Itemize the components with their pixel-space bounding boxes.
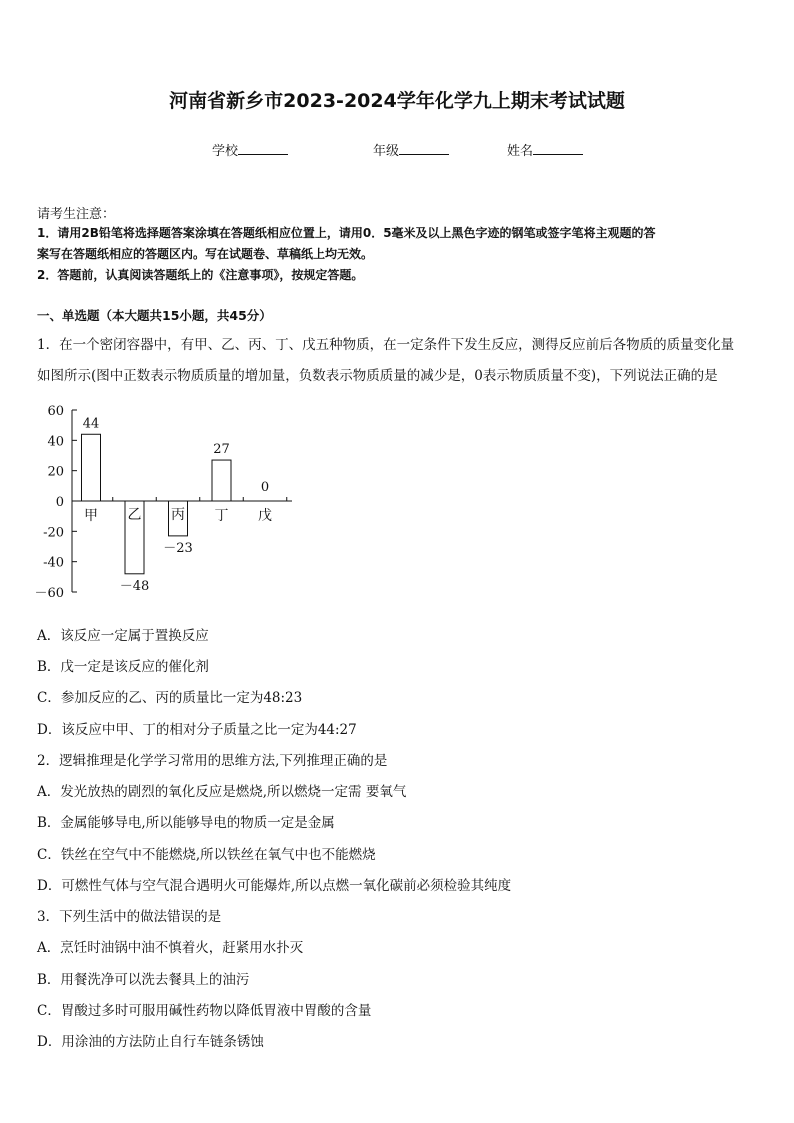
section-heading: 一、单选题（本大题共15小题，共45分）: [37, 308, 272, 323]
y-tick-label: -40: [43, 555, 64, 571]
q1-option-d[interactable]: D．该反应中甲、丁的相对分子质量之比一定为44:27: [37, 722, 357, 738]
q2-option-d[interactable]: D．可燃性气体与空气混合遇明火可能爆炸,所以点燃一氧化碳前必须检验其纯度: [37, 878, 512, 894]
value-label: 0: [260, 480, 270, 495]
q3-stem: 3．下列生活中的做法错误的是: [37, 909, 222, 925]
q1-option-a[interactable]: A．该反应一定属于置换反应: [37, 628, 209, 644]
q3-option-c[interactable]: C．胃酸过多时可服用碱性药物以降低胃液中胃酸的含量: [37, 1003, 372, 1019]
value-label: 27: [213, 442, 230, 458]
y-tick-label: -20: [43, 525, 64, 541]
q2-stem: 2．逻辑推理是化学学习常用的思维方法,下列推理正确的是: [37, 753, 388, 769]
q1-option-c[interactable]: C．参加反应的乙、丙的质量比一定为48:23: [37, 690, 303, 706]
y-tick-label: 40: [47, 434, 64, 450]
q2-option-a[interactable]: A．发光放热的剧烈的氧化反应是燃烧,所以燃烧一定需 要氧气: [37, 784, 407, 800]
q1-stem-a: 1．在一个密闭容器中，有甲、乙、丙、丁、戊五种物质，在一定条件下发生反应，测得反应前后各物质的质量变化量: [37, 337, 735, 353]
value-label: －23: [163, 540, 193, 556]
school-label: 学校: [212, 144, 239, 159]
category-label: 丁: [214, 508, 229, 524]
category-label: 乙: [127, 507, 142, 523]
category-label: 丙: [171, 507, 185, 523]
q2-option-c[interactable]: C．铁丝在空气中不能燃烧,所以铁丝在氧气中也不能燃烧: [37, 847, 376, 863]
grade-label: 年级: [373, 144, 400, 159]
value-label: －48: [119, 578, 150, 594]
q1-option-b[interactable]: B．戊一定是该反应的催化剂: [37, 659, 209, 675]
notice-line-2: 2．答题前，认真阅读答题纸上的《注意事项》，按规定答题。: [37, 268, 364, 282]
bar-甲: [82, 434, 101, 501]
name-label: 姓名: [507, 144, 534, 159]
bar-丁: [212, 460, 231, 501]
q1-stem-b: 如图所示(图中正数表示物质质量的增加量，负数表示物质质量的减少是，0表示物质质量不变)，下列说法正确的是: [37, 368, 718, 384]
page-title: 河南省新乡市2023-2024学年化学九上期末考试试题: [169, 90, 625, 112]
category-label: 甲: [84, 508, 98, 524]
y-tick-label: 20: [47, 464, 64, 480]
q3-option-b[interactable]: B．用餐洗净可以洗去餐具上的油污: [37, 972, 250, 988]
q2-option-b[interactable]: B．金属能够导电,所以能够导电的物质一定是金属: [37, 815, 335, 831]
notice-heading: 请考生注意：: [37, 207, 116, 222]
notice-line-1a: 1．请用2B铅笔将选择题答案涂填在答题纸相应位置上，请用0．5毫米及以上黑色字迹的钢笔或签字笔将主观题的答: [37, 226, 656, 240]
y-tick-label: －60: [34, 586, 64, 601]
value-label: 44: [82, 416, 100, 432]
notice-line-1b: 案写在答题纸相应的答题区内。写在试题卷、草稿纸上均无效。: [37, 247, 374, 261]
q3-option-d[interactable]: D．用涂油的方法防止自行车链条锈蚀: [37, 1034, 264, 1050]
q3-option-a[interactable]: A．烹饪时油锅中油不慎着火，赶紧用水扑灭: [37, 940, 304, 956]
y-tick-label: 60: [47, 404, 64, 419]
category-label: 戊: [258, 508, 272, 524]
y-tick-label: 0: [55, 495, 64, 510]
